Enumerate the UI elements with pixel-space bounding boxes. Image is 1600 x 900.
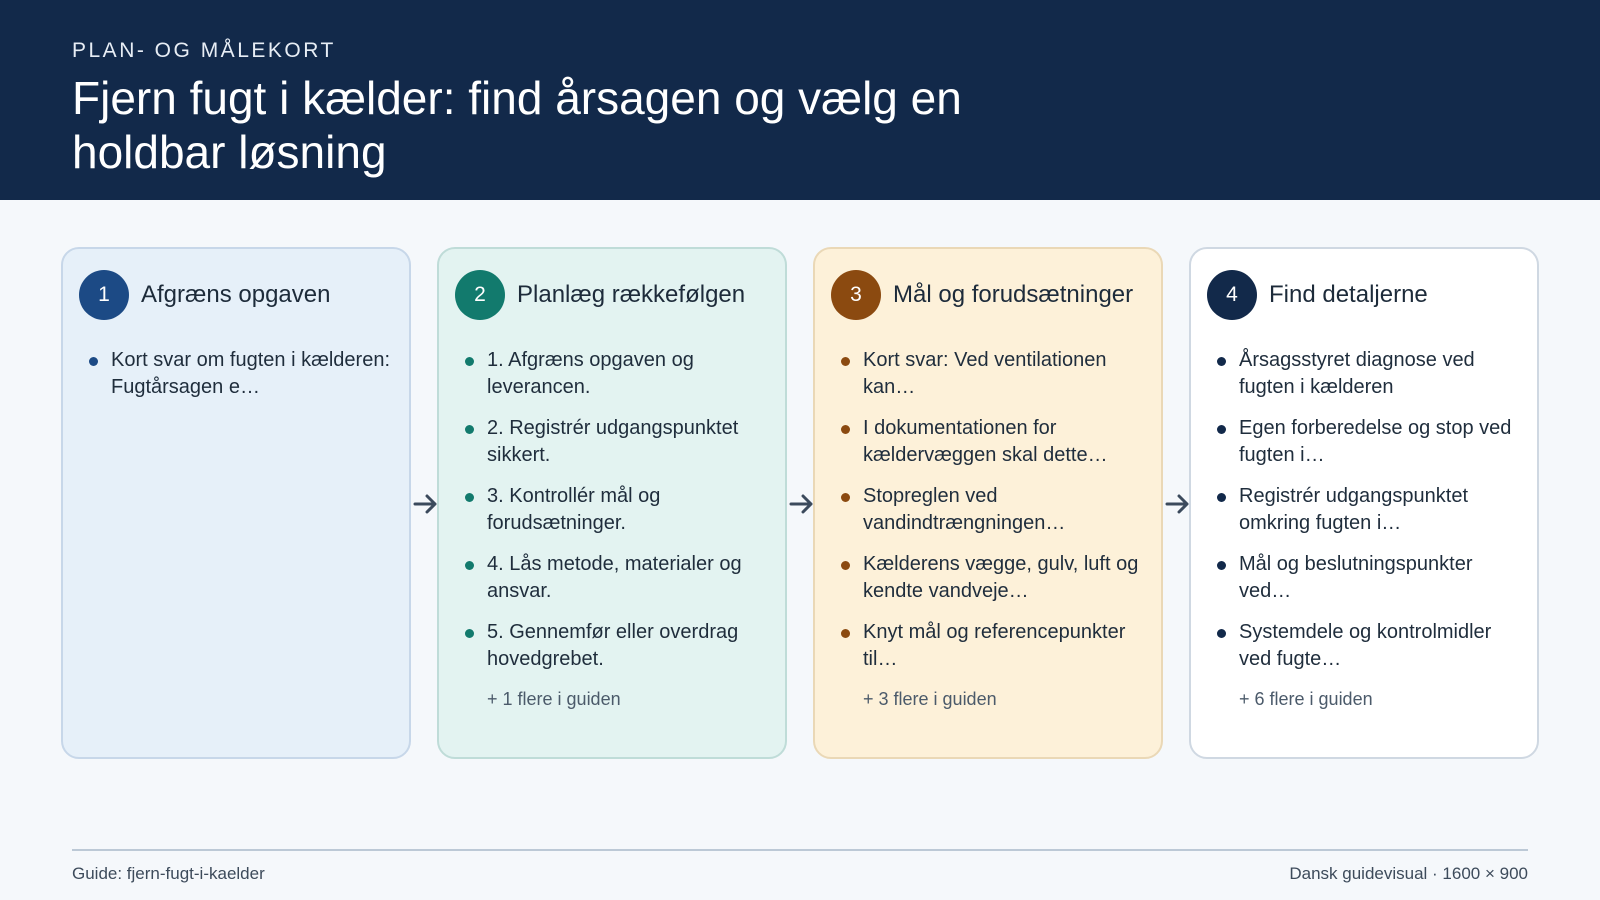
list-item-text: 4. Lås metode, materialer og ansvar. [487,553,742,602]
footer-caption: Dansk guidevisual · 1600 × 900 [1289,864,1528,883]
list-item-text: Knyt mål og referencepunkter til… [863,621,1126,670]
list-item-text: Registrér udgangspunktet omkring fugten i… [1239,485,1469,534]
bullet-icon [841,561,850,570]
bullet-icon [1217,629,1226,638]
step-card-3 [813,247,1163,759]
footer-divider [72,849,1528,851]
step-card-title: Mål og forudsætninger [893,281,1134,308]
list-item-text: Mål og beslutningspunkter ved… [1239,553,1473,602]
bullet-icon [465,561,474,570]
list-item [463,551,773,605]
list-item-text: Egen forberedelse og stop ved fugten i… [1239,417,1512,466]
footer-guide-slug: Guide: fjern-fugt-i-kaelder [72,864,265,883]
step-card-4 [1189,247,1539,759]
step-item-list [455,347,769,673]
bullet-icon [1217,425,1226,434]
step-card-header [1207,269,1521,321]
list-item [839,483,1149,537]
step-card-1 [61,247,411,759]
more-in-guide-link[interactable]: + 1 flere i guiden [487,689,621,709]
step-card-header [79,269,393,321]
list-item [839,551,1149,605]
list-item [1215,483,1525,537]
step-item-list [1207,347,1521,673]
step-card-header [455,269,769,321]
list-item-text: 5. Gennemfør eller overdrag hovedgrebet. [487,621,739,670]
list-item-text: 1. Afgræns opgaven og leverancen. [487,349,694,398]
list-item-text: Årsagsstyret diagnose ved fugten i kælderen [1239,349,1475,398]
list-item [839,415,1149,469]
list-item [1215,619,1525,673]
list-item [1215,347,1525,401]
arrow-right-icon [1164,490,1192,518]
list-item [839,619,1149,673]
list-item [463,347,773,401]
step-item-list [831,347,1145,673]
step-card-header [831,269,1145,321]
step-item-list [79,347,393,401]
header-kicker: PLAN- OG MÅLEKORT [72,39,336,62]
list-item-text: Kort svar: Ved ventilationen kan… [863,349,1107,398]
bullet-icon [465,425,474,434]
bullet-icon [841,629,850,638]
list-item [87,347,397,401]
step-card-title: Planlæg rækkefølgen [517,281,746,308]
step-number-badge: 2 [455,270,505,320]
list-item [839,347,1149,401]
more-in-guide-link[interactable]: + 3 flere i guiden [863,689,997,709]
step-card-2 [437,247,787,759]
list-item [463,415,773,469]
bullet-icon [465,357,474,366]
bullet-icon [465,629,474,638]
list-item [463,619,773,673]
page-title: Fjern fugt i kælder: find årsagen og vælg en holdbar løsning [72,72,962,178]
arrow-right-icon [412,490,440,518]
list-item-text: Stopreglen ved vandindtrængningen… [863,485,1066,534]
list-item-text: Kælderens vægge, gulv, luft og kendte vandveje… [863,553,1139,602]
list-item-text: 3. Kontrollér mål og forudsætninger. [487,485,661,534]
bullet-icon [841,425,850,434]
step-number-badge: 4 [1207,270,1257,320]
bullet-icon [841,493,850,502]
step-number-badge: 1 [79,270,129,320]
list-item-text: I dokumentationen for kældervæggen skal dette… [863,417,1108,466]
bullet-icon [841,357,850,366]
bullet-icon [1217,357,1226,366]
bullet-icon [89,357,98,366]
step-number-badge: 3 [831,270,881,320]
more-in-guide-link[interactable]: + 6 flere i guiden [1239,689,1373,709]
list-item-text: Kort svar om fugten i kælderen: Fugtårsagen e… [111,349,391,398]
list-item [1215,415,1525,469]
bullet-icon [1217,561,1226,570]
bullet-icon [465,493,474,502]
step-card-title: Afgræns opgaven [141,281,331,308]
arrow-right-icon [788,490,816,518]
header-banner [0,0,1600,200]
step-card-title: Find detaljerne [1269,281,1428,308]
bullet-icon [1217,493,1226,502]
list-item-text: Systemdele og kontrolmidler ved fugte… [1239,621,1492,670]
list-item [1215,551,1525,605]
list-item [463,483,773,537]
list-item-text: 2. Registrér udgangspunktet sikkert. [487,417,739,466]
